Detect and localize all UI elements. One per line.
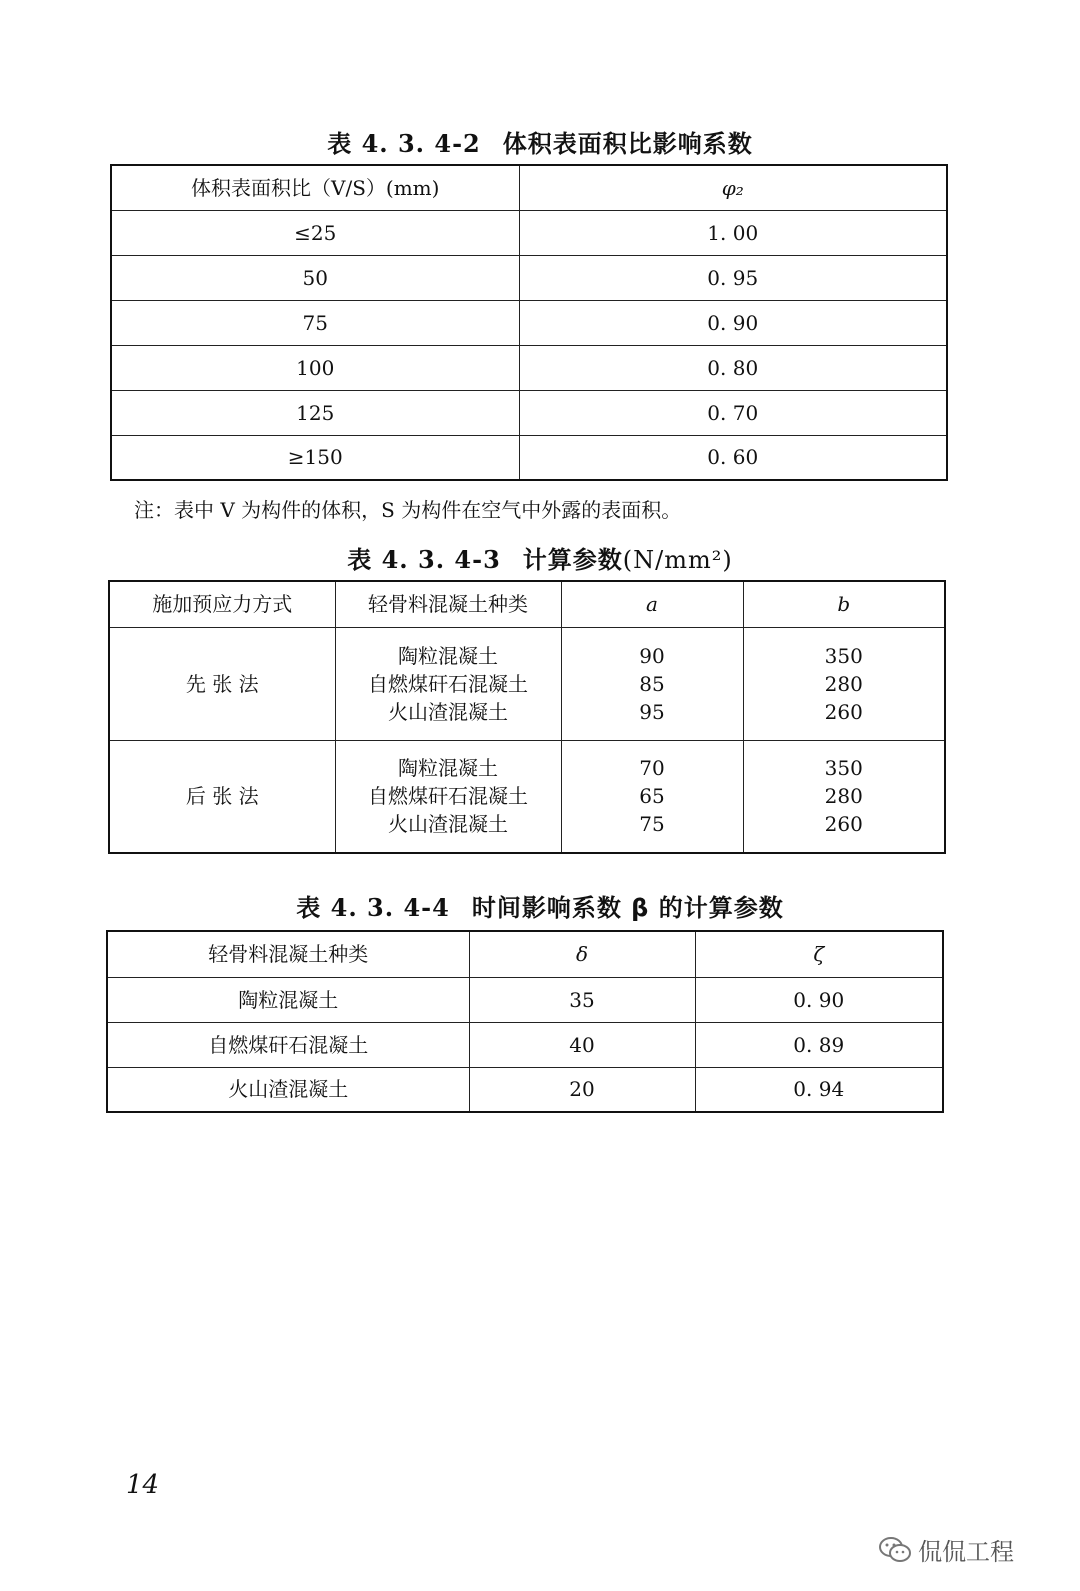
list-item: 火山渣混凝土 bbox=[388, 812, 508, 837]
table3-header-method: 施加预应力方式 bbox=[109, 581, 335, 627]
table2-caption-number: 表 4. 3. 4-2 bbox=[327, 129, 481, 158]
list-item: 火山渣混凝土 bbox=[388, 699, 508, 724]
table2-ratio-cell: 75 bbox=[111, 300, 519, 345]
table4-header-row bbox=[107, 931, 943, 977]
list-item: 90 bbox=[639, 643, 665, 668]
table-row bbox=[107, 977, 943, 1022]
table-row bbox=[109, 740, 945, 853]
table4-delta-cell: 40 bbox=[469, 1022, 695, 1067]
table2-header-row bbox=[111, 165, 947, 210]
list-item: 95 bbox=[639, 699, 665, 724]
table3-b-cell bbox=[743, 740, 945, 853]
table4-caption-number: 表 4. 3. 4-4 bbox=[296, 893, 450, 922]
table2 bbox=[110, 164, 948, 481]
table2-ratio-cell: ≥150 bbox=[111, 435, 519, 480]
table4-header-type: 轻骨料混凝土种类 bbox=[107, 931, 469, 977]
watermark-text: 侃侃工程 bbox=[918, 1538, 1014, 1566]
list-item: 260 bbox=[824, 699, 863, 724]
table2-ratio-cell: 50 bbox=[111, 255, 519, 300]
table2-header-phi: φ₂ bbox=[519, 165, 947, 210]
list-item: 自燃煤矸石混凝土 bbox=[368, 671, 528, 696]
table4-caption bbox=[0, 888, 1080, 923]
table4-delta-cell: 35 bbox=[469, 977, 695, 1022]
list-item: 260 bbox=[824, 812, 863, 837]
table4-header-zeta: ζ bbox=[695, 931, 943, 977]
table-row bbox=[109, 627, 945, 740]
list-item: 65 bbox=[639, 784, 665, 809]
table3-a-cell bbox=[561, 740, 743, 853]
table2-phi-cell: 0. 90 bbox=[519, 300, 947, 345]
table3-method-cell: 先 张 法 bbox=[109, 627, 335, 740]
table3-caption bbox=[0, 540, 1080, 575]
table3 bbox=[108, 580, 946, 854]
list-item: 280 bbox=[824, 784, 863, 809]
table3-header-a: a bbox=[561, 581, 743, 627]
table3-a-cell bbox=[561, 627, 743, 740]
table2-caption bbox=[0, 124, 1080, 159]
list-item: 280 bbox=[824, 671, 863, 696]
table4-zeta-cell: 0. 89 bbox=[695, 1022, 943, 1067]
table4-type-cell: 陶粒混凝土 bbox=[107, 977, 469, 1022]
wechat-icon bbox=[878, 1536, 912, 1564]
table-row bbox=[111, 255, 947, 300]
table2-phi-cell: 0. 70 bbox=[519, 390, 947, 435]
list-item: 350 bbox=[824, 756, 863, 781]
table3-header-type: 轻骨料混凝土种类 bbox=[335, 581, 561, 627]
list-item: 350 bbox=[824, 643, 863, 668]
table-row bbox=[111, 435, 947, 480]
table2-header-ratio: 体积表面积比（V/S）(mm) bbox=[111, 165, 519, 210]
list-item: 陶粒混凝土 bbox=[398, 643, 498, 668]
table2-phi-cell: 0. 60 bbox=[519, 435, 947, 480]
table4-header-delta: δ bbox=[469, 931, 695, 977]
table3-method-cell: 后 张 法 bbox=[109, 740, 335, 853]
table-row bbox=[111, 390, 947, 435]
table2-caption-title: 体积表面积比影响系数 bbox=[502, 130, 753, 158]
list-item: 75 bbox=[639, 812, 665, 837]
table-row bbox=[107, 1022, 943, 1067]
list-item: 自燃煤矸石混凝土 bbox=[368, 784, 528, 809]
table4-type-cell: 自燃煤矸石混凝土 bbox=[107, 1022, 469, 1067]
table4-caption-title: 时间影响系数 β 的计算参数 bbox=[471, 894, 784, 922]
table2-phi-cell: 0. 80 bbox=[519, 345, 947, 390]
page-number: 14 bbox=[126, 1470, 160, 1500]
table4-zeta-cell: 0. 90 bbox=[695, 977, 943, 1022]
table2-ratio-cell: ≤25 bbox=[111, 210, 519, 255]
table2-ratio-cell: 100 bbox=[111, 345, 519, 390]
list-item: 85 bbox=[639, 671, 665, 696]
table3-header-row bbox=[109, 581, 945, 627]
table4-type-cell: 火山渣混凝土 bbox=[107, 1067, 469, 1112]
table4 bbox=[106, 930, 944, 1113]
table3-caption-unit: (N/mm²) bbox=[622, 546, 733, 574]
table3-b-cell bbox=[743, 627, 945, 740]
table3-caption-title: 计算参数 bbox=[522, 546, 623, 574]
list-item: 陶粒混凝土 bbox=[398, 756, 498, 781]
table-row bbox=[111, 300, 947, 345]
table3-header-b: b bbox=[743, 581, 945, 627]
table3-type-cell bbox=[335, 627, 561, 740]
table4-zeta-cell: 0. 94 bbox=[695, 1067, 943, 1112]
table-row bbox=[107, 1067, 943, 1112]
table-row bbox=[111, 345, 947, 390]
table2-ratio-cell: 125 bbox=[111, 390, 519, 435]
table-row bbox=[111, 210, 947, 255]
table3-type-cell bbox=[335, 740, 561, 853]
table4-delta-cell: 20 bbox=[469, 1067, 695, 1112]
watermark bbox=[878, 1532, 1014, 1567]
table2-phi-cell: 0. 95 bbox=[519, 255, 947, 300]
list-item: 70 bbox=[639, 756, 665, 781]
table3-caption-number: 表 4. 3. 4-3 bbox=[347, 545, 501, 574]
table2-note: 注：表中 V 为构件的体积，S 为构件在空气中外露的表面积。 bbox=[134, 498, 682, 522]
table2-phi-cell: 1. 00 bbox=[519, 210, 947, 255]
